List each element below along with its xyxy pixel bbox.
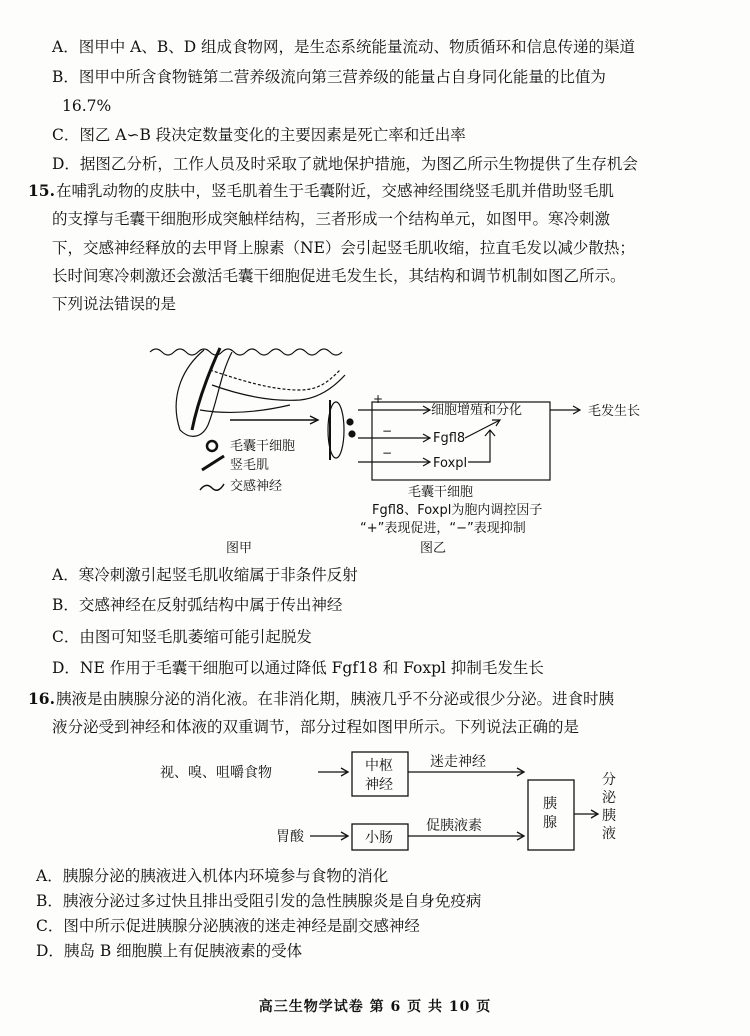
- q16-number: 16.: [28, 689, 55, 708]
- fgf18-label: Fgfl8: [433, 431, 466, 446]
- stimulus-label: 视、嗅、咀嚼食物: [160, 765, 272, 781]
- q14-option-c: C．图乙 A∽B 段决定数量变化的主要因素是死亡率和迁出率: [52, 126, 466, 144]
- small-intestine-label: 小肠: [365, 830, 393, 846]
- vagus-nerve-label: 迷走神经: [430, 754, 486, 770]
- stem-cell-caption: 毛囊干细胞: [408, 485, 474, 500]
- page-footer: 高三生物学试卷 第 6 页 共 10 页: [258, 999, 492, 1015]
- pancreas-label-2: 腺: [543, 815, 557, 831]
- q16-figure: [160, 748, 640, 866]
- q15-stem-line4: 长时间寒冷刺激还会激活毛囊干细胞促进毛发生长，其结构和调节机制如图乙所示。: [52, 267, 626, 285]
- proliferation-label: 细胞增殖和分化: [431, 403, 523, 418]
- q15-option-d: D．NE 作用于毛囊干细胞可以通过降低 Fgf18 和 Foxpl 抑制毛发生长: [52, 659, 544, 677]
- figure-b-label: 图乙: [420, 541, 447, 556]
- center-label-1: 中枢: [365, 758, 393, 774]
- q14-option-a: A．图甲中 A、B、D 组成食物网，是生态系统能量流动、物质循环和信息传递的渠道: [52, 38, 636, 56]
- q16-stem-line2: 液分泌受到神经和体液的双重调节，部分过程如图甲所示。下列说法正确的是: [52, 718, 580, 736]
- q16-option-a: A．胰腺分泌的胰液进入机体内环境参与食物的消化: [36, 867, 389, 885]
- q14-option-b: B．图甲中所含食物链第二营养级流向第三营养级的能量占自身同化能量的比值为: [52, 68, 606, 86]
- q16-option-b: B．胰液分泌过多过快且排出受阻引发的急性胰腺炎是自身免疫病: [36, 892, 482, 910]
- legend-stem-cell: 毛囊干细胞: [230, 439, 296, 454]
- minus-sign-2: −: [382, 446, 393, 460]
- gastric-acid-label: 胃酸: [276, 829, 304, 845]
- center-label-2: 神经: [365, 777, 393, 793]
- factor-note: Fgfl8、Foxpl为胞内调控因子: [372, 503, 543, 518]
- q15-stem-line1: 在哺乳动物的皮肤中，竖毛肌着生于毛囊附近，交感神经围绕竖毛肌并借助竖毛肌: [56, 182, 615, 200]
- foxpl-label: Foxpl: [433, 456, 468, 471]
- q16-option-c: C．图中所示促进胰腺分泌胰液的迷走神经是副交感神经: [36, 917, 420, 935]
- minus-sign-1: −: [382, 424, 393, 438]
- secretin-label: 促胰液素: [426, 818, 482, 834]
- q15-option-b: B．交感神经在反射弧结构中属于传出神经: [52, 596, 343, 614]
- q14-option-b-cont: 16.7%: [62, 97, 112, 115]
- q16-stem-line1: 胰液是由胰腺分泌的消化液。在非消化期，胰液几乎不分泌或很少分泌。进食时胰: [56, 690, 615, 708]
- output-label-4: 液: [602, 826, 616, 842]
- output-label-2: 泌: [602, 790, 616, 806]
- q15-stem-line3: 下，交感神经释放的去甲肾上腺素（NE）会引起竖毛肌收缩，拉直毛发以减少散热；: [52, 239, 635, 257]
- q15-option-c: C．由图可知竖毛肌萎缩可能引起脱发: [52, 628, 312, 646]
- sign-note: “+”表现促进，“−”表现抑制: [360, 521, 526, 536]
- legend-muscle: 竖毛肌: [230, 458, 270, 473]
- q15-number: 15.: [28, 181, 55, 200]
- q15-figure: [140, 330, 700, 570]
- figure-a-label: 图甲: [226, 541, 253, 556]
- output-label-3: 胰: [602, 808, 616, 824]
- output-label-1: 分: [602, 772, 616, 788]
- pancreas-label-1: 胰: [543, 796, 557, 812]
- q16-option-d: D．胰岛 B 细胞膜上有促胰液素的受体: [36, 942, 303, 960]
- legend-nerve: 交感神经: [230, 479, 283, 494]
- plus-sign-1: +: [373, 392, 384, 406]
- q15-option-a: A．寒冷刺激引起竖毛肌收缩属于非条件反射: [52, 566, 358, 584]
- hair-growth-label: 毛发生长: [588, 404, 641, 419]
- q15-stem-line2: 的支撑与毛囊干细胞形成突触样结构，三者形成一个结构单元，如图甲。寒冷刺激: [52, 210, 611, 228]
- q15-stem-line5: 下列说法错误的是: [52, 295, 177, 313]
- q14-option-d: D．据图乙分析，工作人员及时采取了就地保护措施，为图乙所示生物提供了生存机会: [52, 155, 638, 173]
